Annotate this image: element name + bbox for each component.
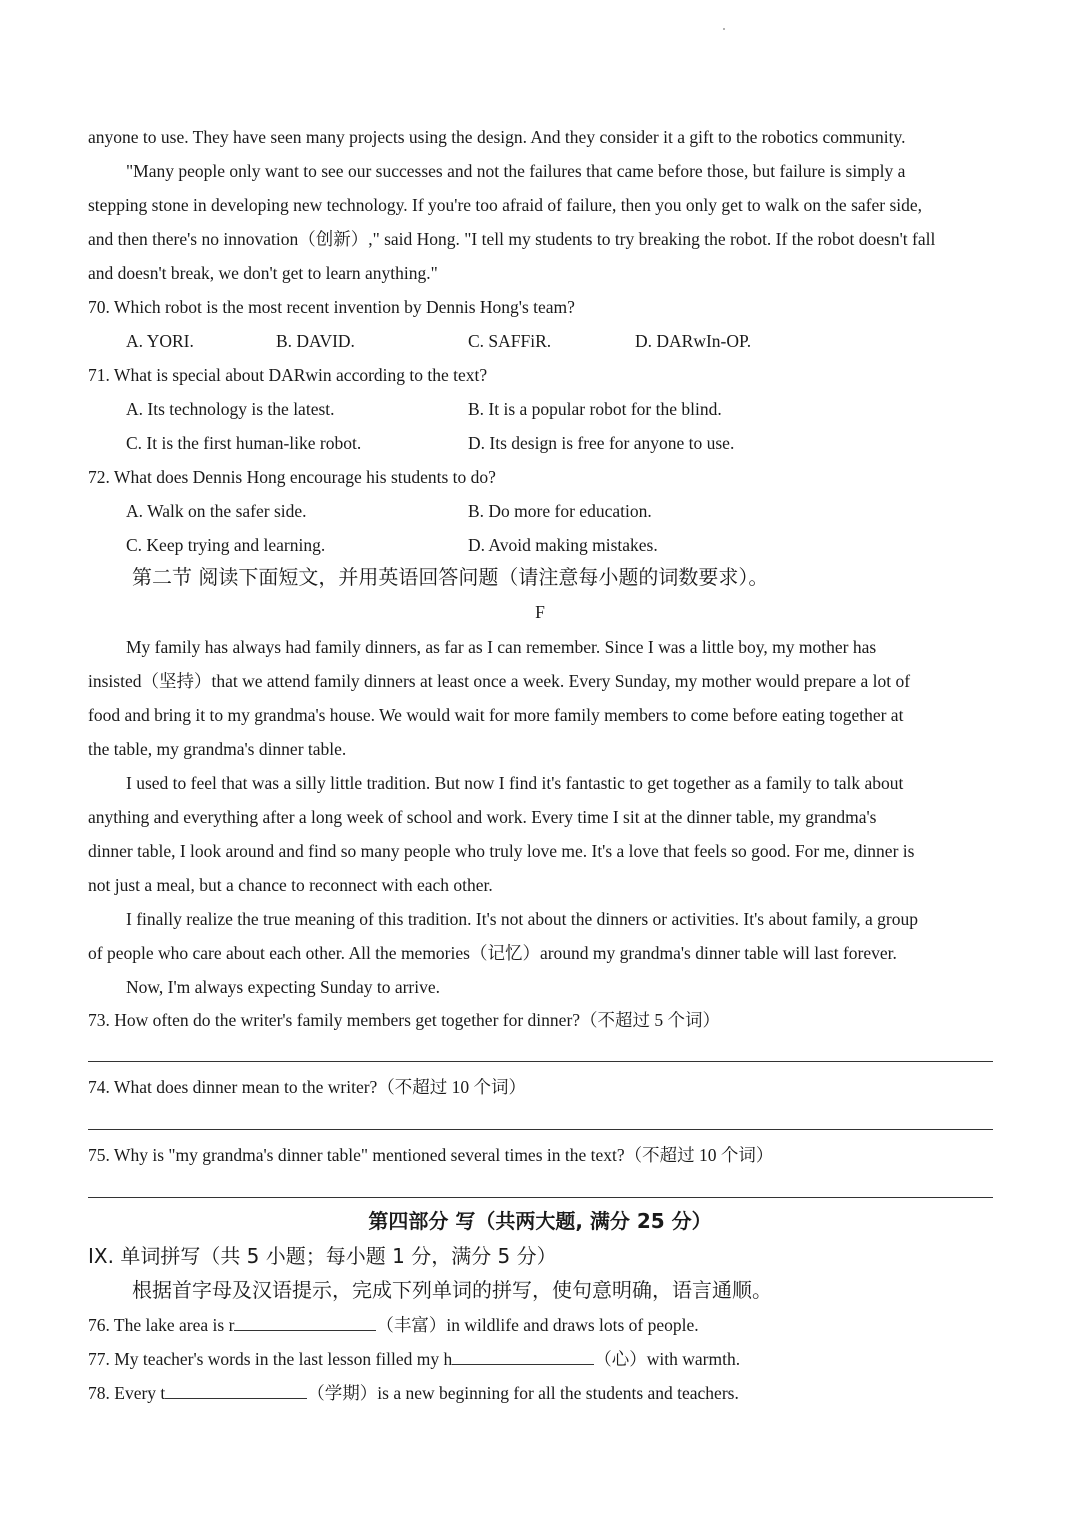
passage-label-f: F xyxy=(535,602,545,622)
passage-f-line-11: Now, I'm always expecting Sunday to arrive. xyxy=(126,977,441,997)
question-72: 72. What does Dennis Hong encourage his students to do? xyxy=(88,467,496,487)
q71-option-b[interactable]: B. It is a popular robot for the blind. xyxy=(468,399,722,419)
q78-blank[interactable] xyxy=(165,1382,307,1399)
q76-text-before: 76. The lake area is r xyxy=(88,1315,235,1335)
question-77 xyxy=(88,1348,740,1370)
question-75: 75. Why is "my grandma's dinner table" mentioned several times in the text?（不超过 10 个词） xyxy=(88,1145,774,1165)
q71-option-c[interactable]: C. It is the first human-like robot. xyxy=(126,433,362,453)
passage-f-line-3: food and bring it to my grandma's house. We would wait for more family members to come before eating together at xyxy=(88,705,904,725)
section-2-heading: 第二节 阅读下面短文，并用英语回答问题（请注意每小题的词数要求）。 xyxy=(132,565,769,589)
q77-text-before: 77. My teacher's words in the last lesson filled my h xyxy=(88,1349,453,1369)
question-73: 73. How often do the writer's family members get together for dinner?（不超过 5 个词） xyxy=(88,1010,721,1030)
passage-f-line-1: My family has always had family dinners, as far as I can remember. Since I was a little boy, my mother has xyxy=(126,637,877,657)
section-ix-instruction: 根据首字母及汉语提示，完成下列单词的拼写，使句意明确，语言通顺。 xyxy=(132,1278,772,1302)
q77-text-after: with warmth. xyxy=(646,1349,741,1369)
passage-f-line-4: the table, my grandma's dinner table. xyxy=(88,739,347,759)
question-70: 70. Which robot is the most recent invention by Dennis Hong's team? xyxy=(88,297,575,317)
passage-f-line-6: anything and everything after a long week of school and work. Every time I sit at the dinner table, my grandma's xyxy=(88,807,877,827)
q70-option-c[interactable]: C. SAFFiR. xyxy=(468,331,552,351)
q72-option-b[interactable]: B. Do more for education. xyxy=(468,501,652,521)
q72-option-a[interactable]: A. Walk on the safer side. xyxy=(126,501,307,521)
section-ix-heading: IX. 单词拼写（共 5 小题；每小题 1 分，满分 5 分） xyxy=(88,1244,557,1268)
q71-option-a[interactable]: A. Its technology is the latest. xyxy=(126,399,335,419)
passage-f-line-8: not just a meal, but a chance to reconnect with each other. xyxy=(88,875,493,895)
passage-f-line-2: insisted（坚持）that we attend family dinners at least once a week. Every Sunday, my mother would prepare a lot of xyxy=(88,671,911,691)
q78-text-after: is a new beginning for all the students and teachers. xyxy=(377,1383,739,1403)
answer-line-74[interactable] xyxy=(88,1129,993,1130)
passage-e-line-3: stepping stone in developing new technology. If you're too afraid of failure, then you only get to walk on the safer side, xyxy=(88,195,923,215)
question-76 xyxy=(88,1314,699,1336)
q70-option-b[interactable]: B. DAVID. xyxy=(276,331,355,351)
passage-f-line-9: I finally realize the true meaning of this tradition. It's not about the dinners or activities. It's about family, a group xyxy=(126,909,918,929)
q78-text-before: 78. Every t xyxy=(88,1383,166,1403)
question-71: 71. What is special about DARwin according to the text? xyxy=(88,365,488,385)
question-78 xyxy=(88,1382,739,1404)
scan-speck xyxy=(723,28,725,30)
part-4-heading: 第四部分 写（共两大题, 满分 25 分） xyxy=(368,1209,712,1233)
passage-e-line-4: and then there's no innovation（创新）," said Hong. "I tell my students to try breaking the robot. If the robot doesn't fall xyxy=(88,229,936,249)
question-74: 74. What does dinner mean to the writer?（不超过 10 个词） xyxy=(88,1077,527,1097)
q77-hint: （心） xyxy=(594,1349,647,1369)
q77-blank[interactable] xyxy=(452,1348,594,1365)
passage-f-line-10: of people who care about each other. All the memories（记忆）around my grandma's dinner table will last forever. xyxy=(88,943,897,963)
q71-option-d[interactable]: D. Its design is free for anyone to use. xyxy=(468,433,735,453)
answer-line-75[interactable] xyxy=(88,1197,993,1198)
passage-e-line-1: anyone to use. They have seen many projects using the design. And they consider it a gift to the robotics community. xyxy=(88,127,906,147)
passage-f-line-7: dinner table, I look around and find so many people who truly love me. It's a love that feels so good. For me, dinner is xyxy=(88,841,915,861)
q76-blank[interactable] xyxy=(234,1314,376,1331)
q76-hint: （丰富） xyxy=(376,1315,447,1335)
passage-e-line-2: "Many people only want to see our successes and not the failures that came before those, but failure is simply a xyxy=(126,161,906,181)
answer-line-73[interactable] xyxy=(88,1061,993,1062)
q78-hint: （学期） xyxy=(307,1383,378,1403)
q76-text-after: in wildlife and draws lots of people. xyxy=(446,1315,699,1335)
passage-f-line-5: I used to feel that was a silly little tradition. But now I find it's fantastic to get together as a family to talk about xyxy=(126,773,904,793)
q72-option-c[interactable]: C. Keep trying and learning. xyxy=(126,535,326,555)
passage-e-line-5: and doesn't break, we don't get to learn anything." xyxy=(88,263,438,283)
q72-option-d[interactable]: D. Avoid making mistakes. xyxy=(468,535,658,555)
q70-option-a[interactable]: A. YORI. xyxy=(126,331,194,351)
q70-option-d[interactable]: D. DARwIn-OP. xyxy=(635,331,752,351)
